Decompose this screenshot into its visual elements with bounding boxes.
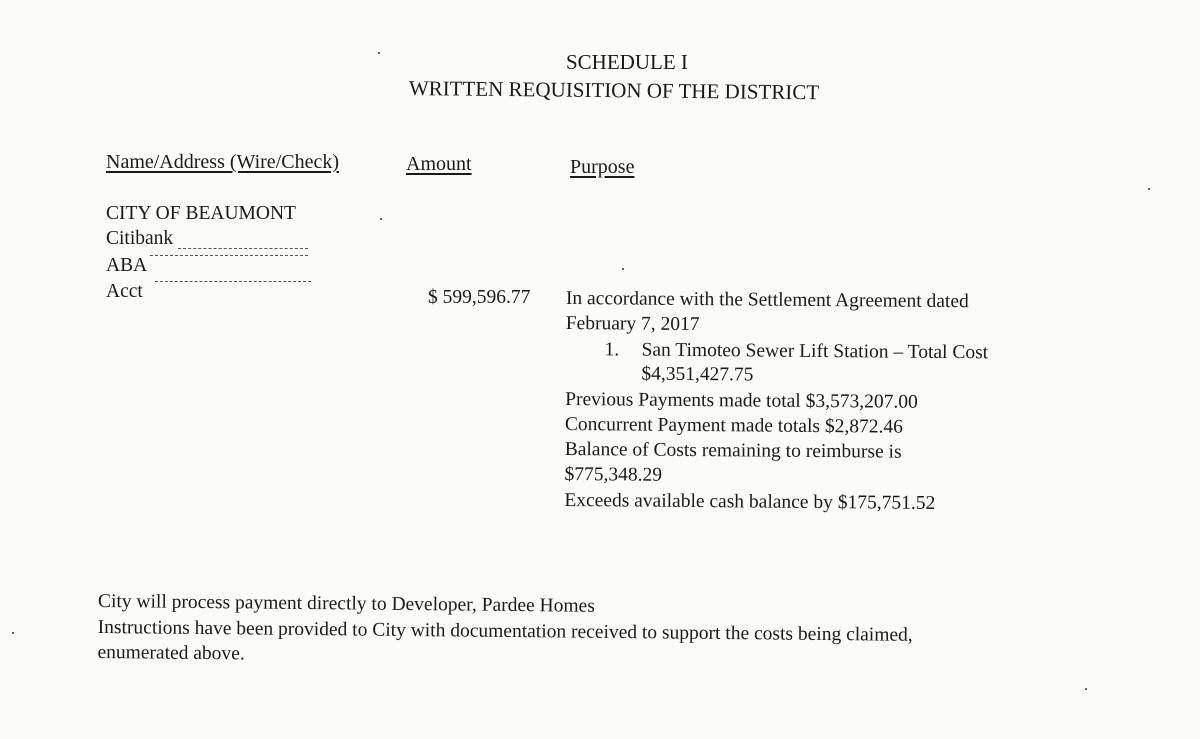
scan-speck (378, 52, 380, 54)
footer-line-2: Instructions have been provided to City with documentation received to support the costs being claimed, (97, 616, 913, 646)
scan-speck (1148, 188, 1150, 190)
footer-line-3: enumerated above. (97, 641, 245, 665)
item-number: 1. (604, 339, 620, 361)
column-header-purpose: Purpose (570, 156, 635, 178)
purpose-line-1: In accordance with the Settlement Agreement dated (565, 288, 969, 313)
amount-value: $ 599,596.77 (428, 287, 531, 308)
purpose-line-2: February 7, 2017 (565, 312, 700, 336)
scan-speck (380, 218, 382, 220)
document-title: WRITTEN REQUISITION OF THE DISTRICT (408, 76, 820, 105)
balance-line-1: Balance of Costs remaining to reimburse is (564, 438, 902, 463)
concurrent-payment: Concurrent Payment made totals $2,872.46 (564, 413, 903, 438)
payee-name: CITY OF BEAUMONT (106, 203, 296, 224)
payee-bank: Citibank (106, 228, 174, 249)
item-description: San Timoteo Sewer Lift Station – Total Cost (641, 339, 989, 364)
footer-line-1: City will process payment directly to Developer, Pardee Homes (97, 591, 595, 617)
scan-speck (12, 632, 14, 634)
schedule-title: SCHEDULE I (566, 50, 688, 74)
column-header-amount: Amount (406, 153, 472, 175)
previous-payments: Previous Payments made total $3,573,207.00 (565, 388, 918, 413)
item-total-cost: $4,351,427.75 (641, 363, 754, 386)
column-header-name-address: Name/Address (Wire/Check) (106, 151, 339, 173)
scan-speck (1085, 688, 1087, 690)
scan-speck (622, 268, 624, 270)
balance-line-2: $775,348.29 (564, 463, 663, 486)
exceeds-balance: Exceeds available cash balance by $175,751.52 (564, 489, 936, 514)
payee-aba-label: ABA (106, 255, 148, 276)
payee-acct-label: Acct (106, 281, 143, 302)
